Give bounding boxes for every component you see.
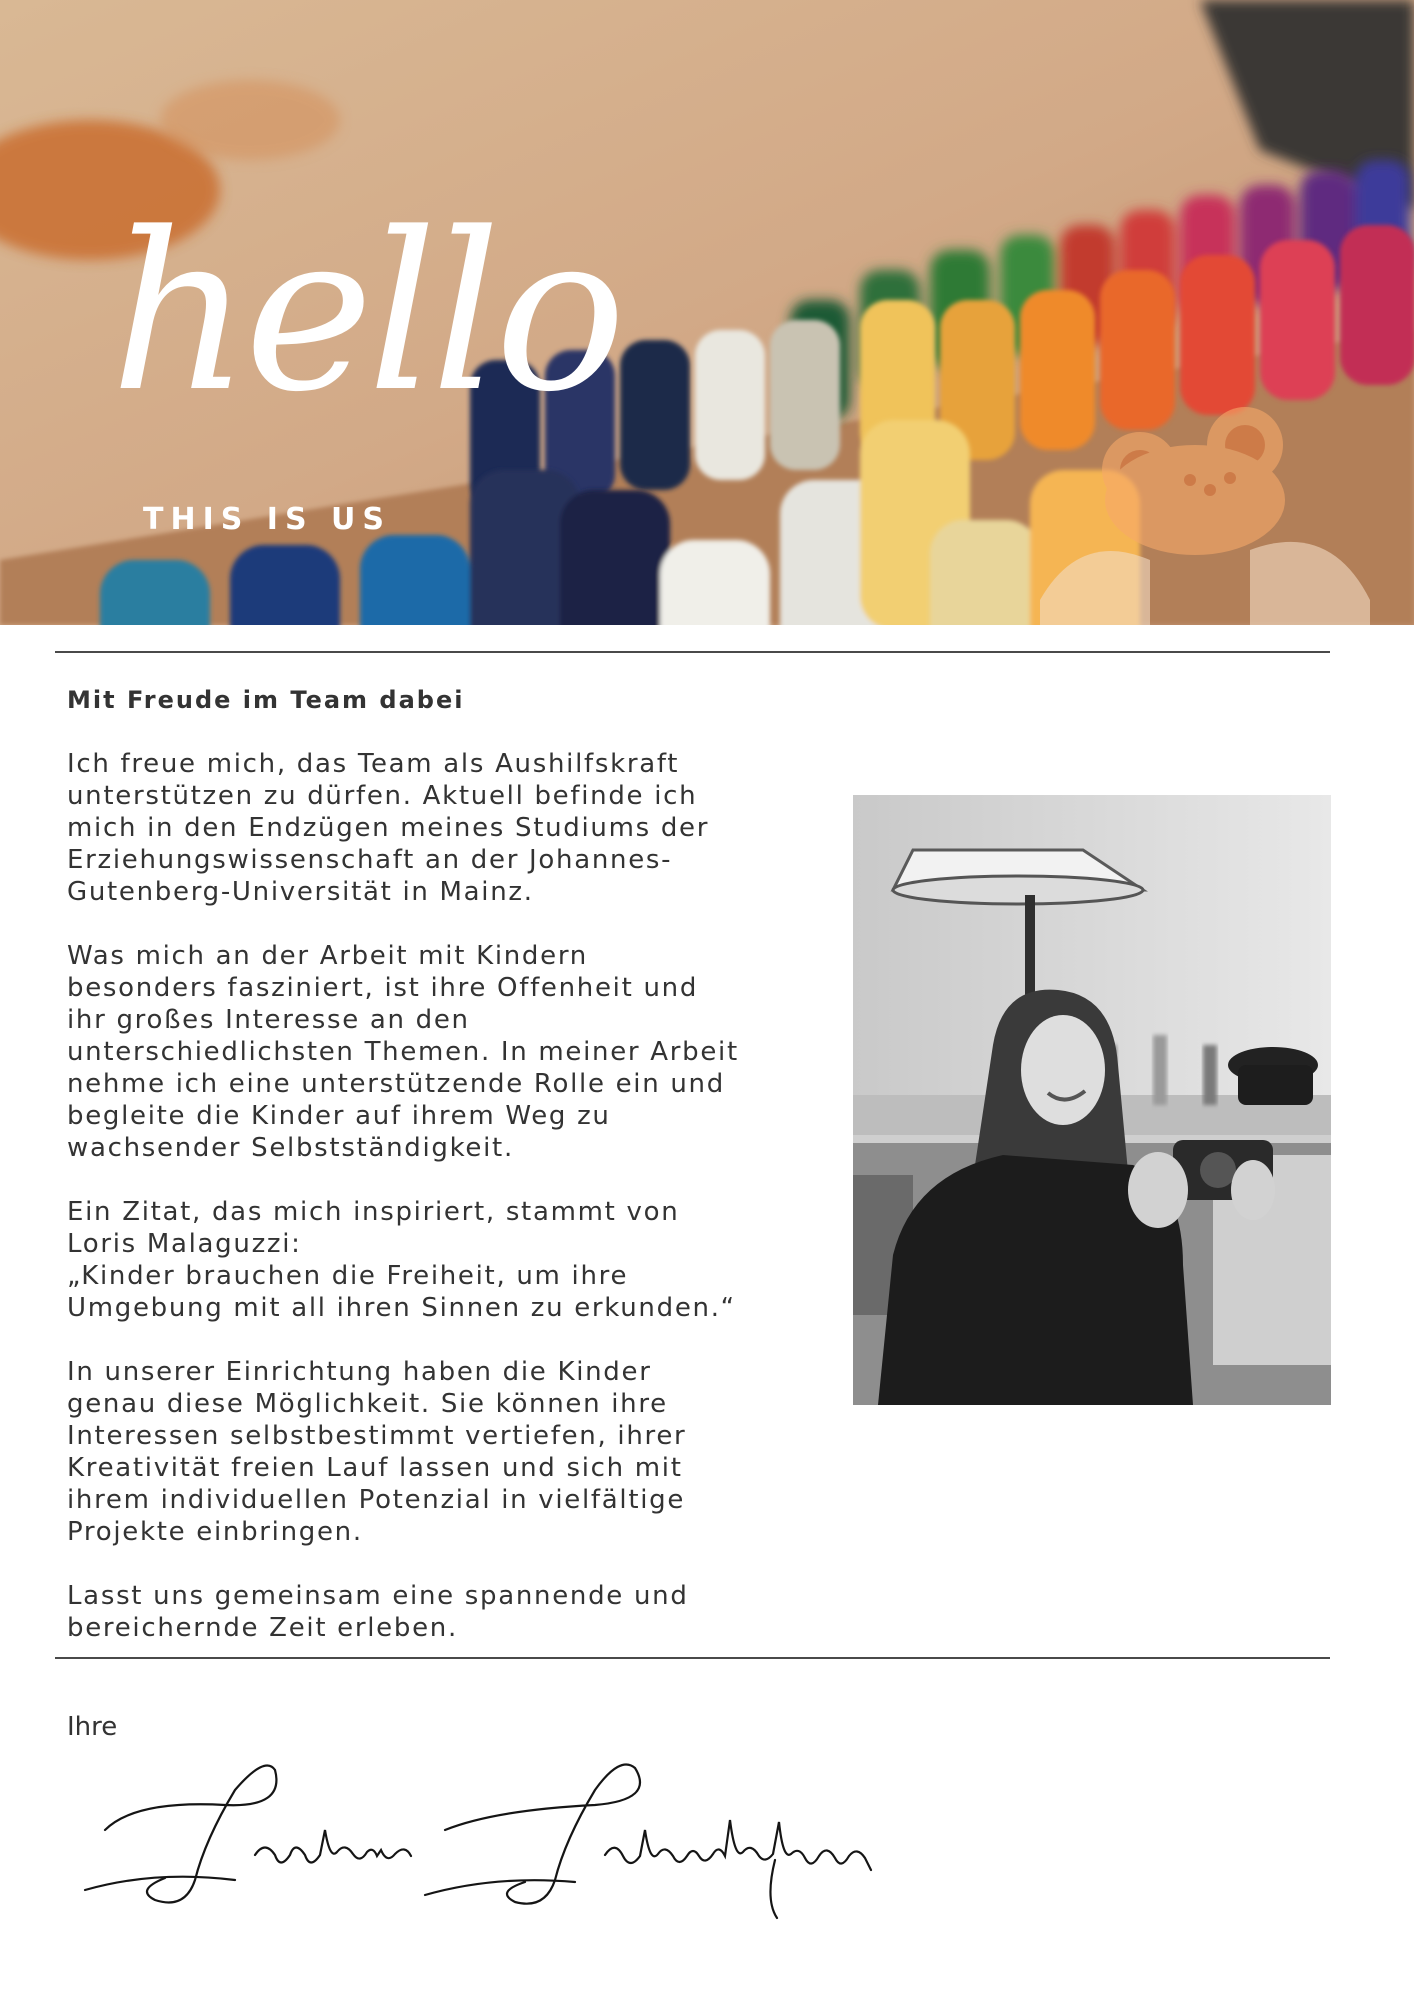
- paragraph: Lasst uns gemeinsam eine spannende und bereichernde Zeit erleben.: [67, 1581, 689, 1643]
- handwritten-signature: [75, 1760, 915, 1920]
- hello-script-title: hello: [110, 187, 621, 440]
- body-text: [67, 748, 847, 1676]
- portrait-photo: [853, 795, 1331, 1405]
- divider-top: [55, 651, 1330, 653]
- paragraph: Ein Zitat, das mich inspiriert, stammt von Loris Malaguzzi: „Kinder brauchen die Freiheit, um ihre Umgebung mit all ihren Sinnen zu erkunden.“: [67, 1197, 736, 1323]
- divider-bottom: [55, 1657, 1330, 1659]
- paragraph: Was mich an der Arbeit mit Kindern besonders fasziniert, ist ihre Offenheit und ihr großes Interesse an den unterschiedlichsten Themen. In meiner Arbeit nehme ich eine unterstützende Rolle ein und begleite die Kinder auf ihrem Weg zu wachsender Selbstständigkeit.: [67, 941, 739, 1163]
- section-heading: Mit Freude im Team dabei: [67, 686, 465, 714]
- closing-salutation: Ihre: [67, 1712, 118, 1742]
- header-banner: [0, 0, 1414, 625]
- paragraph: In unserer Einrichtung haben die Kinder genau diese Möglichkeit. Sie können ihre Interessen selbstbestimmt vertiefen, ihrer Kreativität freien Lauf lassen und sich mit ihrem individuellen Potenzial in vielfältige Projekte einbringen.: [67, 1357, 687, 1547]
- paragraph: Ich freue mich, das Team als Aushilfskraft unterstützen zu dürfen. Aktuell befinde ich mich in den Endzügen meines Studiums der Erziehungswissenschaft an der Johannes- Gutenberg-Universität in Mainz.: [67, 749, 710, 907]
- tagline: THIS IS US: [143, 502, 391, 537]
